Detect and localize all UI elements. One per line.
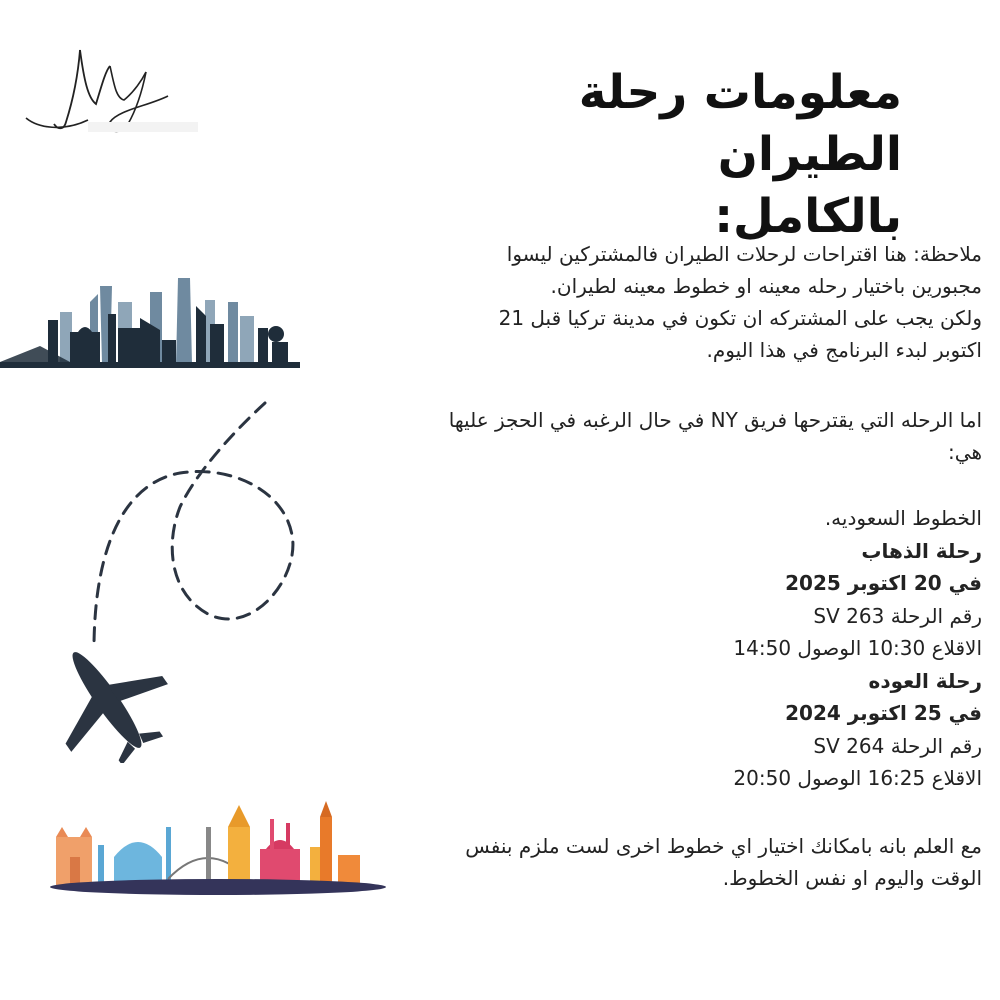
flight-details	[582, 502, 982, 795]
title-line-2: بالكامل:	[714, 189, 902, 244]
note-line-2: مجبورين باختيار رحله معينه او خطوط معينه لطيران.	[550, 274, 982, 298]
outbound-date: في 20 اكتوبر 2025	[785, 571, 982, 595]
title-line-1: معلومات رحلة الطيران	[578, 65, 902, 182]
note-paragraph	[382, 238, 982, 366]
footer-line-2: الوقت واليوم او نفس الخطوط.	[722, 866, 982, 890]
outbound-times: الاقلاع 10:30 الوصول 14:50	[733, 636, 982, 660]
return-flight-number: رقم الرحلة 264 SV	[813, 733, 982, 758]
note-line-1: ملاحظة: هنا اقتراحات لرحلات الطيران فالمشتركين ليسوا	[506, 242, 982, 266]
airplane-icon	[42, 638, 172, 763]
intro-line-2: هي:	[948, 440, 982, 464]
footer-paragraph	[382, 830, 982, 894]
note-line-3: ولكن يجب على المشتركه ان تكون في مدينة تركيا قبل 21	[498, 306, 982, 330]
footer-line-1: مع العلم بانه بامكانك اختيار اي خطوط اخرى لست ملزم بنفس	[465, 834, 982, 858]
intro-line-1: اما الرحله التي يقترحها فريق NY في حال الرغبه في الحجز عليها	[448, 408, 982, 432]
return-heading: رحلة العوده	[868, 668, 982, 693]
return-date: في 25 اكتوبر 2024	[785, 701, 982, 725]
outbound-heading: رحلة الذهاب	[861, 538, 982, 563]
return-times: الاقلاع 16:25 الوصول 20:50	[733, 766, 982, 790]
istanbul-skyline-illustration	[48, 797, 388, 897]
airline-name: الخطوط السعوديه.	[824, 506, 982, 530]
outbound-flight-number: رقم الرحلة 263 SV	[813, 603, 982, 628]
signature-logo	[18, 40, 208, 140]
page-title	[382, 62, 902, 248]
intro-paragraph	[382, 404, 982, 468]
flight-path-dashed	[80, 395, 310, 655]
riyadh-skyline-illustration	[0, 272, 300, 370]
note-line-4: اكتوبر لبدء البرنامج في هذا اليوم.	[706, 338, 982, 362]
